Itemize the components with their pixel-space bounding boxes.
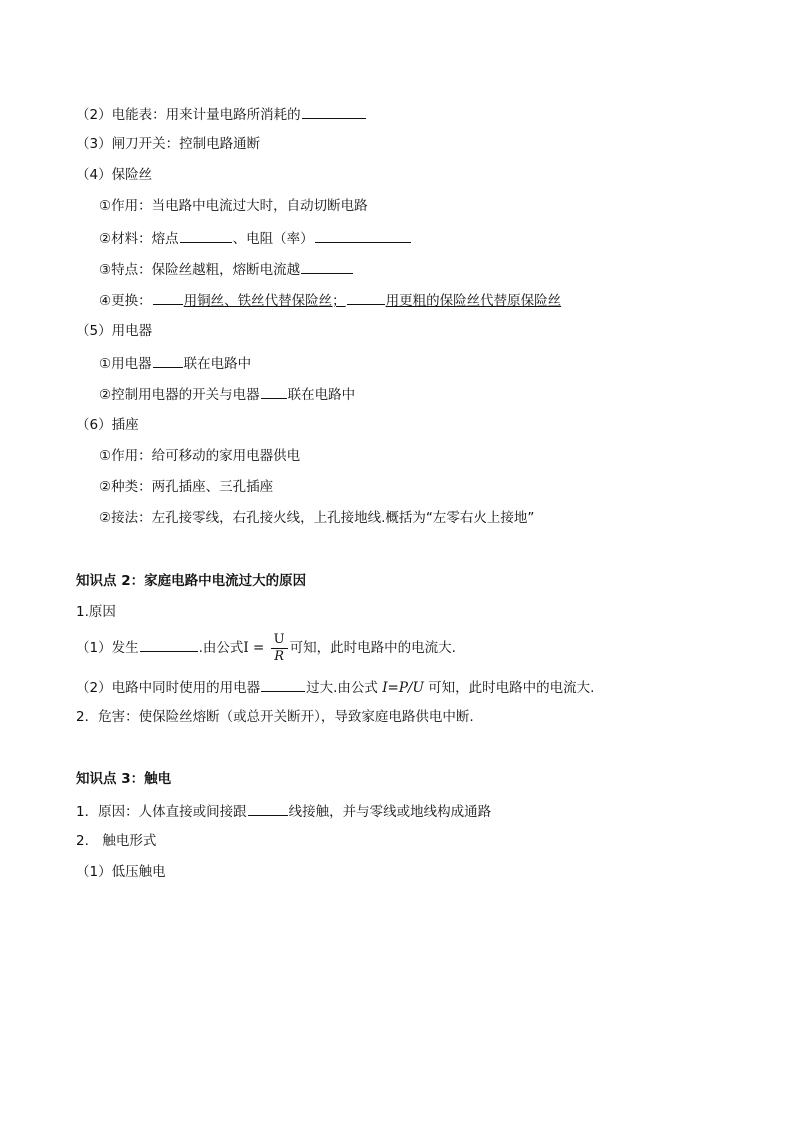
switch-post: 联在电路中 bbox=[287, 387, 356, 403]
item6-kinds bbox=[99, 478, 273, 496]
fuse-current-blank[interactable] bbox=[301, 259, 353, 274]
cause-1 bbox=[76, 630, 456, 666]
section2-heading bbox=[76, 572, 306, 590]
item5-a bbox=[99, 353, 251, 373]
formula-I: I bbox=[243, 640, 249, 656]
item5-b bbox=[99, 384, 355, 404]
item4-material bbox=[99, 228, 412, 248]
item6-title bbox=[76, 416, 139, 434]
switch-connection-blank[interactable] bbox=[261, 384, 287, 399]
cause2-mid: 过大.由公式 bbox=[306, 680, 383, 696]
fraction-numerator: U bbox=[271, 632, 288, 649]
socket-kinds-text: ②种类：两孔插座、三孔插座 bbox=[99, 479, 274, 495]
replace-blank-2[interactable] bbox=[347, 290, 385, 305]
material-label: ②材料：熔点 bbox=[99, 231, 179, 247]
replace-text-2: 用更粗的保险丝代替原保险丝 bbox=[385, 293, 562, 309]
item2-line bbox=[76, 104, 367, 124]
shock-forms-text: 2. 触电形式 bbox=[76, 833, 157, 849]
switch-label: ②控制用电器的开关与电器 bbox=[99, 387, 260, 403]
power-formula: I=P/U bbox=[382, 680, 424, 696]
replace-text-1: 用铜丝、铁丝代替保险丝； bbox=[183, 293, 346, 309]
cause2-post: 可知，此时电路中的电流大. bbox=[423, 680, 595, 696]
appliance-label: ①用电器 bbox=[99, 356, 152, 372]
cause1-post: 可知，此时电路中的电流大. bbox=[289, 640, 456, 656]
item4-title-text: （4）保险丝 bbox=[76, 167, 153, 183]
item4-use bbox=[99, 197, 368, 215]
item5-title-text: （5）用电器 bbox=[76, 323, 153, 339]
appliance-post: 联在电路中 bbox=[183, 356, 252, 372]
shock-wire-blank[interactable] bbox=[248, 801, 288, 816]
socket-wiring-text: ②接法：左孔接零线，右孔接火线，上孔接地线.概括为“左零右火上接地” bbox=[99, 510, 535, 526]
low-voltage-text: （1）低压触电 bbox=[76, 864, 166, 880]
replace-label: ④更换： bbox=[99, 293, 152, 309]
cause1-label: （1）发生 bbox=[76, 640, 139, 656]
item4-use-text: ①作用：当电路中电流过大时，自动切断电路 bbox=[99, 198, 368, 214]
item4-replace bbox=[99, 290, 561, 310]
item6-wiring bbox=[99, 509, 534, 527]
replace-blank-1[interactable] bbox=[153, 290, 183, 305]
cause1-mid: .由公式 bbox=[198, 640, 244, 656]
cause-title-text: 1.原因 bbox=[76, 604, 116, 620]
harm-text: 2．危害：使保险丝熔断（或总开关断开），导致家庭电路供电中断. bbox=[76, 709, 474, 725]
shock-forms bbox=[76, 832, 156, 850]
section2-heading-text: 知识点 2：家庭电路中电流过大的原因 bbox=[76, 573, 307, 589]
item4-title bbox=[76, 166, 152, 184]
melting-point-blank[interactable] bbox=[180, 228, 232, 243]
socket-use-text: ①作用：给可移动的家用电器供电 bbox=[99, 448, 301, 464]
fraction-denominator: R bbox=[274, 648, 285, 664]
shock-cause-post: 线接触，并与零线或地线构成通路 bbox=[288, 804, 492, 820]
item6-title-text: （6）插座 bbox=[76, 417, 139, 433]
cause2-blank[interactable] bbox=[261, 677, 305, 692]
resistance-blank[interactable] bbox=[315, 228, 411, 243]
item2-text: （2）电能表：用来计量电路所消耗的 bbox=[76, 107, 301, 123]
section3-heading-text: 知识点 3：触电 bbox=[76, 771, 172, 787]
feature-text: ③特点：保险丝越粗，熔断电流越 bbox=[99, 262, 301, 278]
item2-blank[interactable] bbox=[302, 104, 366, 119]
low-voltage bbox=[76, 863, 166, 881]
harm-line bbox=[76, 708, 474, 726]
resistance-label: 、电阻（率） bbox=[232, 231, 314, 247]
item4-feature bbox=[99, 259, 354, 279]
shock-cause bbox=[76, 801, 491, 821]
formula-equals: = bbox=[248, 640, 269, 656]
section3-heading bbox=[76, 770, 171, 788]
ohm-fraction bbox=[271, 632, 288, 665]
appliance-connection-blank[interactable] bbox=[153, 353, 183, 368]
cause-2 bbox=[76, 677, 594, 697]
cause1-blank[interactable] bbox=[140, 637, 198, 652]
item3-line bbox=[76, 135, 260, 153]
shock-cause-label: 1．原因：人体直接或间接跟 bbox=[76, 804, 247, 820]
cause-title bbox=[76, 603, 116, 621]
item5-title bbox=[76, 322, 152, 340]
item6-use bbox=[99, 447, 300, 465]
item3-text: （3）闸刀开关：控制电路通断 bbox=[76, 136, 261, 152]
cause2-label: （2）电路中同时使用的用电器 bbox=[76, 680, 261, 696]
